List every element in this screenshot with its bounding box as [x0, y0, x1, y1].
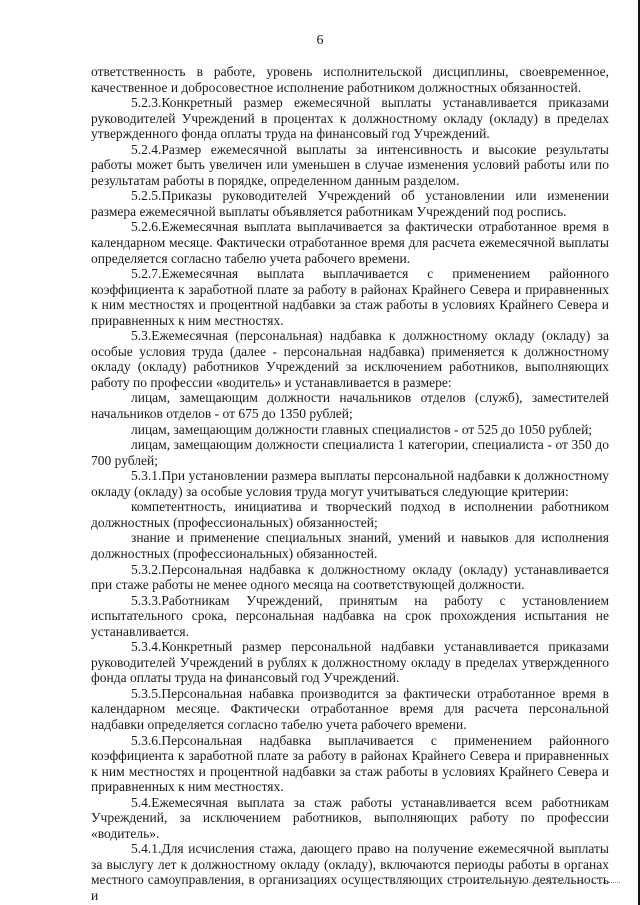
paragraph: 5.2.5.Приказы руководителей Учреждений об установлении или изменении размера ежемесячной выплаты объявляется работникам Учреждений под роспись.	[91, 188, 609, 219]
paragraph: 5.3.4.Конкретный размер персональной надбавки устанавливается приказами руководителей Учреждений в рублях к должностному окладу в пределах утвержденного фонда оплаты труда на финансовый год Учреждений.	[91, 639, 609, 686]
paragraph: лицам, замещающим должности начальников отделов (служб), заместителей начальников отделов - от 675 до 1350 рублей;	[91, 390, 609, 422]
paragraph: компетентность, инициатива и творческий подход в исполнении работником должностных (профессиональных) обязанностей;	[91, 499, 609, 530]
paragraph: 5.3.6.Персональная надбавка выплачивается с применением районного коэффициента к заработной плате за работу в районах Крайнего Севера и приравненных к ним местностях и процентной надбавки за стаж работы в условиях Крайнего Севера и приравненных к ним местностях.	[91, 732, 609, 795]
paragraph: 5.3.1.При установлении размера выплаты персональной надбавки к должностному окладу (окладу) за особые условия труда могут учитываться следующие критерии:	[91, 468, 609, 499]
paragraph: 5.3.Ежемесячная (персональная) надбавка к должностному окладу (окладу) за особые условия труда (далее - персональная надбавка) применяется к должностному окладу (окладу) работников Учреждений за исключением работников, выполняющих работу по профессии «водитель» и устанавливается в размере:	[91, 328, 609, 390]
paragraph: 5.4.1.Для исчисления стажа, дающего право на получение ежемесячной выплаты за выслугу лет к должностному окладу (окладу), включаются периоды работы в органах местного самоуправления, в организациях осуществляющих строительную деятельность и	[91, 841, 609, 903]
document-body	[91, 64, 609, 904]
paragraph: 5.4.Ежемесячная выплата за стаж работы устанавливается всем работникам Учреждений, за исключением работников, выполняющих работу по профессии «водитель».	[91, 794, 609, 841]
paragraph: 5.2.7.Ежемесячная выплата выплачивается с применением районного коэффициента к заработной плате за работу в районах Крайнего Севера и приравненных к ним местностях и процентной надбавки за стаж работы в условиях Крайнего Севера и приравненных к ним местностях.	[91, 266, 609, 328]
paragraph: 5.3.5.Персональная набавка производится за фактически отработанное время в календарном месяце. Фактически отработанное время для расчета персональной надбавки определяется согласно табелю учета рабочего времени.	[91, 685, 609, 732]
paragraph: лицам, замещающим должности главных специалистов - от 525 до 1050 рублей;	[131, 421, 593, 437]
paragraph: 5.3.2.Персональная надбавка к должностному окладу (окладу) устанавливается при стаже работы не менее одного месяца на соответствующей должности.	[91, 561, 609, 593]
scan-artifact	[470, 868, 620, 883]
paragraph: 5.3.3.Работникам Учреждений, принятым на работу с установлением испытательного срока, персональная надбавка на срок прохождения испытания не устанавливается.	[91, 592, 609, 639]
paragraph: ответственность в работе, уровень исполнительской дисциплины, своевременное, качественное и добросовестное исполнение работником должностных обязанностей.	[91, 64, 609, 95]
paragraph: 5.2.3.Конкретный размер ежемесячной выплаты устанавливается приказами руководителей Учреждений в процентах к должностному окладу (окладу) в пределах утвержденного фонда оплаты труда на финансовый год Учреждений.	[91, 95, 609, 142]
paragraph: лицам, замещающим должности специалиста 1 категории, специалиста - от 350 до 700 рублей;	[91, 437, 609, 468]
page-number: 6	[316, 33, 324, 48]
paragraph: знание и применение специальных знаний, умений и навыков для исполнения должностных (профессиональных) обязанностей.	[91, 530, 609, 561]
paragraph: 5.2.6.Ежемесячная выплата выплачивается за фактически отработанное время в календарном месяце. Фактически отработанное время для расчета ежемесячной выплаты определяется согласно табелю учета рабочего времени.	[91, 219, 609, 266]
paragraph: 5.2.4.Размер ежемесячной выплаты за интенсивность и высокие результаты работы может быть увеличен или уменьшен в случае изменения условий работы или по результатам работы в порядке, определенном данным разделом.	[91, 141, 609, 188]
